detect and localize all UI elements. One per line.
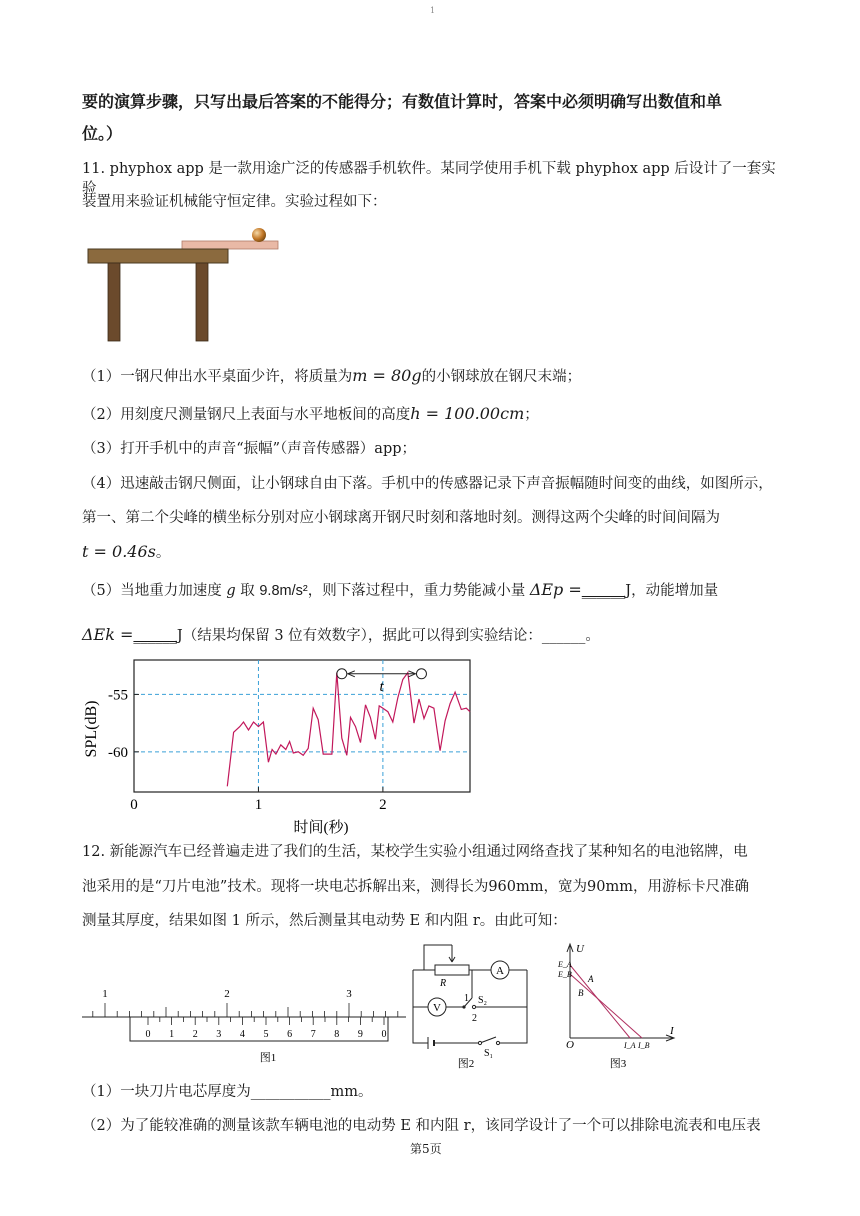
line-B bbox=[570, 974, 642, 1038]
q12-intro-2: 池采用的是“刀片电池”技术。现将一块电芯拆解出来，测得长为960mm，宽为90mm，用游标卡尺准确 bbox=[82, 879, 749, 895]
vernier-label: 0 bbox=[145, 1029, 151, 1040]
fig2-1: 1 bbox=[464, 993, 469, 1004]
q11-step-5-line-1: （5）当地重力加速度 g 取 9.8m/s²，则下落过程中，重力势能减小量 ΔEp =______J，动能增加量 bbox=[82, 580, 719, 599]
vernier-label: 3 bbox=[216, 1029, 222, 1040]
q11-step-1: （1）一钢尺伸出水平桌面少许，将质量为m = 80g的小钢球放在钢尺末端； bbox=[82, 366, 582, 385]
instruction-line-1: 要的演算步骤，只写出最后答案的不能得分；有数值计算时，答案中必须明确写出数值和单 bbox=[82, 92, 723, 111]
x-tick-label: 0 bbox=[130, 797, 138, 813]
fig2-R: R bbox=[440, 978, 447, 989]
fig3-EB: E_B bbox=[558, 970, 572, 979]
q12-sub-2: （2）为了能较准确的测量该款车辆电池的电动势 E 和内阻 r，该同学设计了一个可以排除电流表和电压表 bbox=[82, 1118, 761, 1134]
q11-step-4-line-1: （4）迅速敲击钢尺侧面，让小钢球自由下落。手机中的传感器记录下声音振幅随时间变的曲线，如图所示， bbox=[82, 476, 773, 492]
y-tick-label: -60 bbox=[108, 744, 128, 761]
fig3-EA: E_A bbox=[558, 960, 572, 969]
spl-series-line bbox=[227, 673, 470, 787]
fig3-IA: I_A bbox=[624, 1041, 636, 1050]
fig2-S1: S₁ bbox=[484, 1048, 494, 1059]
peak-marker bbox=[416, 669, 426, 679]
y-axis-label: SPL(dB) bbox=[83, 700, 100, 758]
fig3-O: O bbox=[566, 1039, 574, 1051]
q11-step-5-line-2: ΔEk =______J（结果均保留 3 位有效数字），据此可以得到实验结论：______。 bbox=[82, 625, 600, 644]
fig3-caption: 图3 bbox=[609, 1058, 627, 1070]
fig3-B: B bbox=[578, 988, 584, 998]
fig2-2: 2 bbox=[472, 1013, 477, 1024]
x-tick-label: 2 bbox=[379, 797, 387, 813]
table-leg-left bbox=[108, 263, 120, 341]
vernier-label: 2 bbox=[192, 1029, 198, 1040]
line-A bbox=[570, 965, 630, 1038]
steel-ball bbox=[252, 228, 266, 242]
vernier-label: 1 bbox=[169, 1029, 175, 1040]
x-axis-label: 时间(秒) bbox=[293, 820, 349, 836]
q12-intro-1: 12. 新能源汽车已经普遍走进了我们的生活，某校学生实验小组通过网络查找了某种知名的电池铭牌，电 bbox=[82, 844, 748, 860]
vernier-label: 8 bbox=[334, 1029, 340, 1040]
spl-chart bbox=[76, 654, 486, 840]
fig1-vernier-caliper bbox=[82, 975, 406, 1065]
fig3-IB: I_B bbox=[638, 1041, 650, 1050]
q12-sub-1: （1）一块刀片电芯厚度为___________mm。 bbox=[82, 1084, 373, 1100]
main-scale-label: 1 bbox=[102, 988, 108, 1000]
table-illustration bbox=[86, 224, 286, 344]
page-number: 第5页 bbox=[410, 1142, 442, 1156]
fig2-A: A bbox=[496, 965, 504, 977]
vernier-label: 0 bbox=[381, 1029, 387, 1040]
q11-step-4-line-2: 第一、第二个尖峰的横坐标分别对应小钢球离开钢尺时刻和落地时刻。测得这两个尖峰的时间间隔为 bbox=[82, 510, 720, 526]
interval-label-t: t bbox=[379, 678, 384, 695]
fig3-ui-graph bbox=[552, 938, 682, 1070]
vernier-label: 7 bbox=[310, 1029, 316, 1040]
fig2-S2: S₂ bbox=[478, 995, 488, 1006]
vernier-label: 4 bbox=[239, 1029, 245, 1040]
q11-intro-1: 11. phyphox app 是一款用途广泛的传感器手机软件。某同学使用手机下载 phyphox app 后设计了一套实验 bbox=[82, 161, 776, 197]
q11-intro-2: 装置用来验证机械能守恒定律。实验过程如下： bbox=[82, 194, 387, 210]
fig2-circuit bbox=[408, 940, 532, 1070]
peak-marker bbox=[337, 669, 347, 679]
fig3-I: I bbox=[670, 1025, 674, 1037]
main-scale-label: 2 bbox=[224, 988, 230, 1000]
q11-step-4-line-3: t = 0.46s。 bbox=[82, 542, 171, 561]
q11-step-3: （3）打开手机中的声音“振幅”（声音传感器）app； bbox=[82, 441, 417, 457]
table-leg-right bbox=[196, 263, 208, 341]
plot-frame bbox=[134, 660, 470, 792]
vernier-label: 6 bbox=[287, 1029, 293, 1040]
instruction-line-2: 位。） bbox=[82, 124, 123, 143]
fig3-U: U bbox=[576, 943, 584, 955]
ruler bbox=[182, 241, 278, 249]
x-tick-label: 1 bbox=[254, 797, 263, 813]
header-mark: 1 bbox=[430, 6, 436, 15]
fig2-caption: 图2 bbox=[457, 1058, 475, 1070]
fig3-A: A bbox=[588, 974, 594, 984]
table-top bbox=[88, 249, 228, 263]
fig1-caption: 图1 bbox=[259, 1052, 277, 1064]
q11-step-2: （2）用刻度尺测量钢尺上表面与水平地板间的高度h = 100.00cm； bbox=[82, 404, 539, 423]
vernier-label: 5 bbox=[263, 1029, 269, 1040]
q12-intro-3: 测量其厚度，结果如图 1 所示，然后测量其电动势 E 和内阻 r。由此可知： bbox=[82, 913, 567, 929]
main-scale-label: 3 bbox=[346, 988, 352, 1000]
fig2-V: V bbox=[433, 1002, 441, 1014]
vernier-label: 9 bbox=[357, 1029, 363, 1040]
y-tick-label: -55 bbox=[108, 687, 128, 704]
